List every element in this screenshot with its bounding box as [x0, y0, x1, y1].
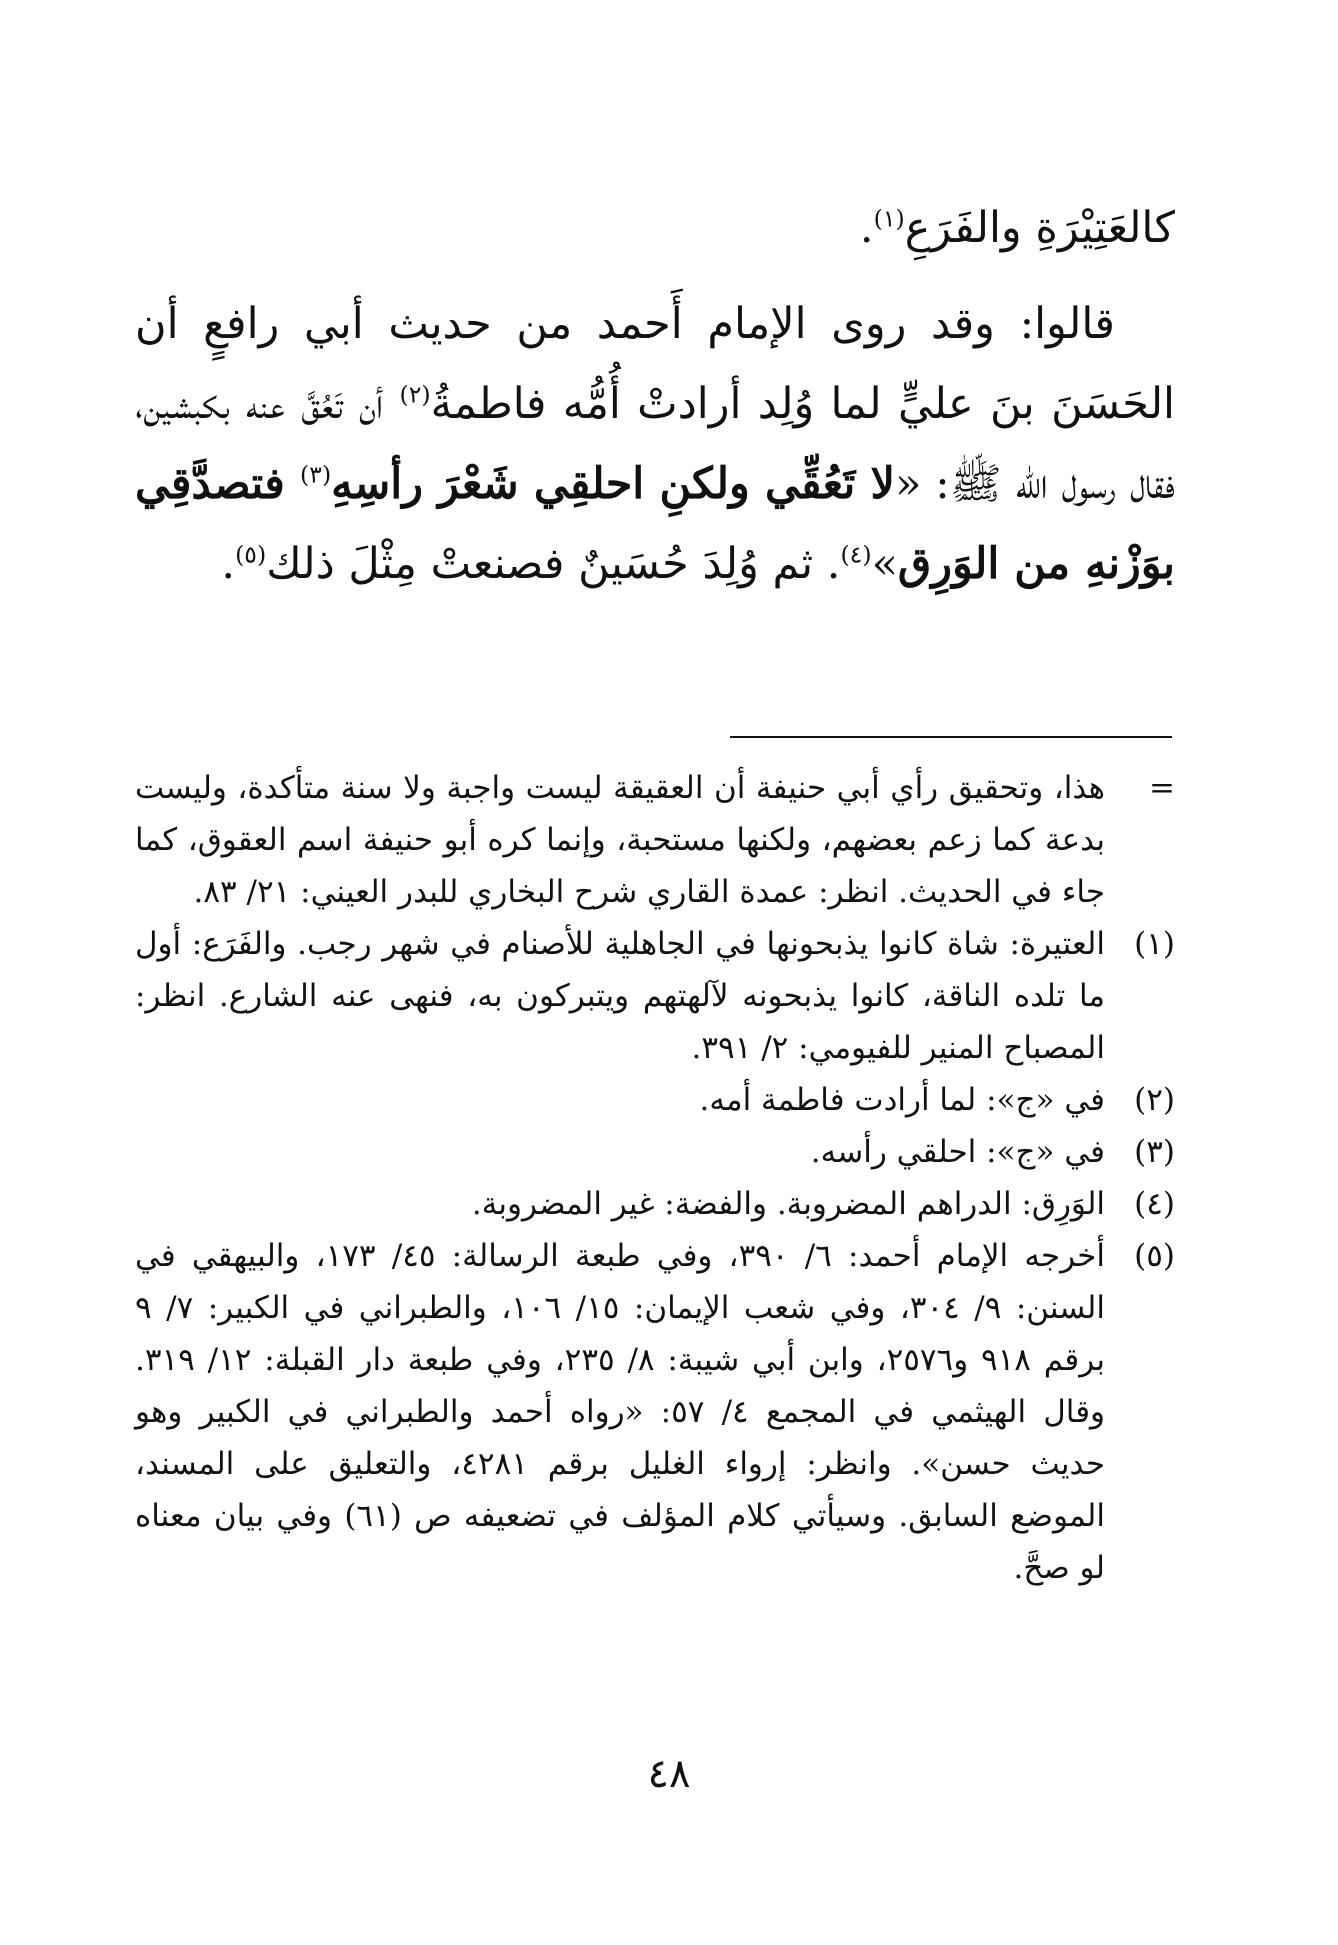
footnote-item	[135, 762, 1175, 918]
lead-end: .	[859, 203, 874, 253]
footnote-item	[135, 1126, 1175, 1178]
footnote-item	[135, 918, 1175, 1074]
paragraph-text-b: أن تَعُقَّ عنه بكبشين، فقال رسول الله ﷺ: «	[135, 379, 1175, 509]
footnote-text: في «ج»: احلقي رأسه.	[810, 1134, 1105, 1170]
footnotes	[135, 762, 1175, 1594]
hadith-paragraph	[135, 284, 1175, 604]
footnote-text: العتيرة: شاة كانوا يذبحونها في الجاهلية للأصنام في شهر رجب. والفَرَع: أول ما تلده الناقة، كانوا يذبحونه لآلهتهم ويتبركون به، فنهى عنه الشارع. انظر: المصباح المنير للفيومي: ٢/ ٣٩١.	[135, 926, 1105, 1066]
footnote-text: الوَرِق: الدراهم المضروبة. والفضة: غير المضروبة.	[471, 1186, 1105, 1222]
footnote-text: أخرجه الإمام أحمد: ٦/ ٣٩٠، وفي طبعة الرسالة: ٤٥/ ١٧٣، والبيهقي في السنن: ٩/ ٣٠٤، وفي شعب الإيمان: ١٥/ ١٠٦، والطبراني في الكبير: ٧/ ٩ برقم ٩١٨ و٢٥٧٦، وابن أبي شيبة: ٨/ ٢٣٥، وفي طبعة دار القبلة: ١٢/ ٣١٩. وقال الهيثمي في المجمع ٤/ ٥٧: «رواه أحمد والطبراني في الكبير وهو حديث حسن». وانظر: إرواء الغليل برقم ٤٢٨١، والتعليق على المسند، الموضع السابق. وسيأتي كلام المؤلف في تضعيفه ص (٦١) وفي بيان معناه لو صحَّ.	[135, 1238, 1105, 1586]
footnote-text: هذا، وتحقيق رأي أبي حنيفة أن العقيقة ليست واجبة ولا سنة متأكدة، وليست بدعة كما زعم بعضهم، ولكنها مستحبة، وإنما كره أبو حنيفة اسم العقوق، كما جاء في الحديث. انظر: عمدة القاري شرح البخاري للبدر العيني: ٢١/ ٨٣.	[135, 770, 1105, 910]
footnote-number: (٤)	[1134, 1186, 1175, 1222]
footnote-text: في «ج»: لما أرادت فاطمة أمه.	[699, 1082, 1105, 1118]
main-text	[135, 188, 1175, 604]
paragraph-text-d: . ثم وُلِدَ حُسَينٌ فصنعتْ مِثْلَ ذلك	[266, 539, 841, 589]
footnote-ref-1: (١)	[873, 204, 905, 233]
footnote-separator	[730, 736, 1172, 738]
footnote-number: (١)	[1134, 926, 1175, 962]
footnote-number: (٢)	[1134, 1082, 1175, 1118]
footnote-number: (٣)	[1134, 1134, 1175, 1170]
lead-text: كالعَتِيْرَةِ والفَرَعِ	[904, 203, 1175, 253]
footnote-item	[135, 1074, 1175, 1126]
paragraph-text-e: .	[221, 539, 236, 589]
page-number: ٤٨	[647, 1751, 691, 1797]
lead-line	[135, 188, 1175, 268]
hadith-quote-part-1: لا تَعُقِّي ولكنِ احلقِي شَعْرَ رأسِهِ	[331, 459, 896, 509]
footnote-number: (٥)	[1134, 1238, 1175, 1274]
footnote-ref-3: (٣)	[300, 460, 332, 489]
hadith-quote-part-2: فتصدَّقِي بوَزْنهِ من الوَرِق	[135, 459, 1175, 589]
footnote-ref-5: (٥)	[235, 540, 267, 569]
footnote-ref-4: (٤)	[840, 540, 872, 569]
footnote-number: =	[1149, 770, 1175, 806]
paragraph-text-a: قالوا: وقد روى الإمام أَحمد من حديث أبي رافعٍ أن الحَسَنَ بنَ عليٍّ لما وُلِد أرادتْ أُمُّه فاطمةُ	[135, 299, 1175, 429]
footnote-ref-2: (٢)	[399, 380, 431, 409]
footnote-item	[135, 1230, 1175, 1594]
quote-close: »	[871, 539, 898, 589]
footnote-item	[135, 1178, 1175, 1230]
